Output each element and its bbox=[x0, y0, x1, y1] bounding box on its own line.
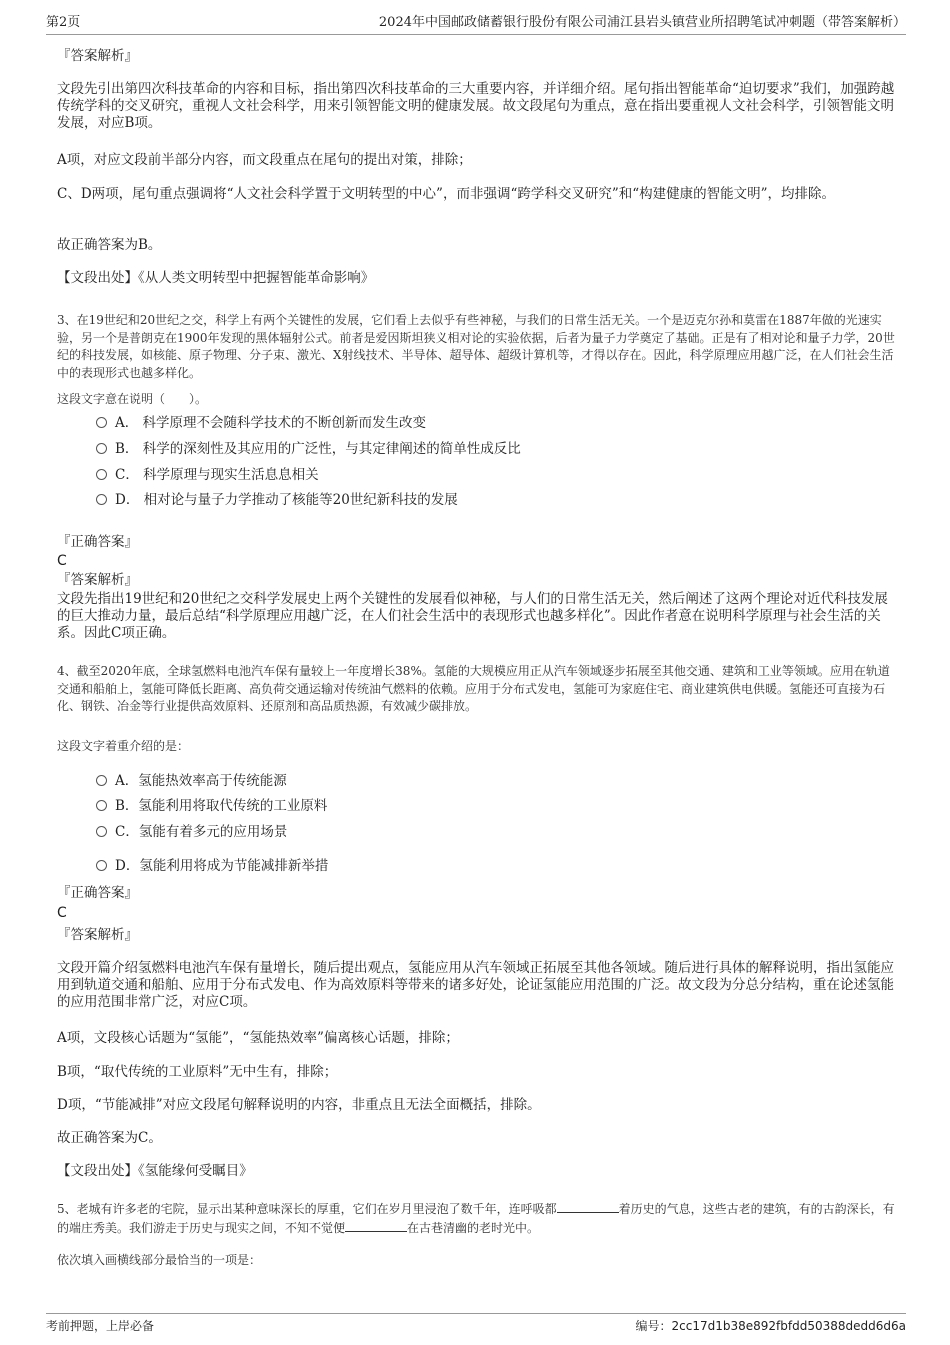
q4-analysis-paragraph-1: 文段开篇介绍氢燃料电池汽车保有量增长，随后提出观点，氢能应用从汽车领域正拓展至其他各领域。随后进行具体的解释说明，指出氢能应用到轨道交通和船舶、应用于分布式发电、作为高效原料等带来的诸多好处，论证氢能应用范围的广泛。故文段为分总分结构，重在论述氢能的应用范围非常广泛，对应C项。 bbox=[57, 960, 894, 1010]
radio-icon[interactable] bbox=[96, 860, 107, 871]
q4-option-a[interactable] bbox=[96, 772, 896, 790]
q3-option-c[interactable] bbox=[96, 466, 896, 484]
fill-blank-1[interactable] bbox=[557, 1200, 619, 1213]
q2-analysis-paragraph-2: A项，对应文段前半部分内容，而文段重点在尾句的提出对策，排除； bbox=[57, 152, 472, 168]
q5-stem bbox=[57, 1200, 897, 1237]
q5-prompt: 依次填入画横线部分最恰当的一项是： bbox=[57, 1253, 262, 1267]
q2-analysis-label: 『答案解析』 bbox=[57, 48, 138, 64]
page-number: 第2页 bbox=[46, 15, 81, 30]
q2-source: 【文段出处】《从人类文明转型中把握智能革命影响》 bbox=[57, 270, 375, 286]
q5-stem-part-3: 在古巷清幽的老时光中。 bbox=[407, 1220, 540, 1235]
radio-icon[interactable] bbox=[96, 775, 107, 786]
q3-option-c-text: C． 科学原理与现实生活息息相关 bbox=[115, 467, 319, 483]
radio-icon[interactable] bbox=[96, 469, 107, 480]
q4-prompt: 这段文字着重介绍的是： bbox=[57, 739, 190, 753]
q4-stem: 4、截至2020年底，全球氢燃料电池汽车保有量较上一年度增长38%。氢能的大规模应用正从汽车领域逐步拓展至其他交通、建筑和工业等领域。应用在轨道交通和船舶上，氢能可降低长距离、高负荷交通运输对传统油气燃料的依赖。应用于分布式发电，氢能可为家庭住宅、商业建筑供电供暖。氢能还可直接为石化、钢铁、冶金等行业提供高效原料、还原剂和高品质热源，有效减少碳排放。 bbox=[57, 664, 890, 713]
q2-analysis-paragraph-1: 文段先引出第四次科技革命的内容和目标，指出第四次科技革命的三大重要内容，并详细介绍。尾句指出智能革命“迫切要求”我们，加强跨越传统学科的交叉研究，重视人文社会科学，用来引领智能文明的健康发展。故文段尾句为重点，意在指出要重视人文社会科学，引领智能文明发展，对应B项。 bbox=[57, 81, 895, 131]
q4-analysis-paragraph-5: 故正确答案为C。 bbox=[57, 1130, 162, 1146]
document-serial: 编号：2cc17d1b38e892fbfdd50388dedd6d6a bbox=[635, 1319, 906, 1333]
q3-analysis-label: 『答案解析』 bbox=[57, 572, 138, 588]
q3-correct-label: 『正确答案』 bbox=[57, 534, 138, 550]
q4-option-b[interactable] bbox=[96, 797, 896, 815]
q3-option-b[interactable] bbox=[96, 440, 896, 458]
q4-analysis-paragraph-3: B项，“取代传统的工业原料”无中生有，排除； bbox=[57, 1064, 338, 1080]
fill-blank-2[interactable] bbox=[345, 1219, 407, 1232]
q3-option-d[interactable] bbox=[96, 491, 896, 509]
q5-stem-part-2: 着历史的气息，这些古老的建筑，有的古韵深长，有的端庄秀美。我们游走于历史与现实之间，不知不觉便 bbox=[57, 1202, 895, 1235]
q3-correct-answer: C bbox=[57, 553, 67, 569]
q4-option-a-text: A．氢能热效率高于传统能源 bbox=[115, 773, 287, 789]
radio-icon[interactable] bbox=[96, 800, 107, 811]
q4-option-d[interactable] bbox=[96, 857, 896, 875]
q3-option-a-text: A． 科学原理不会随科学技术的不断创新而发生改变 bbox=[115, 415, 427, 431]
page-footer bbox=[46, 1313, 906, 1333]
document-title: 2024年中国邮政储蓄银行股份有限公司浦江县岩头镇营业所招聘笔试冲刺题（带答案解析） bbox=[378, 15, 906, 30]
q4-analysis-paragraph-2: A项，文段核心话题为“氢能”，“氢能热效率”偏离核心话题，排除； bbox=[57, 1030, 459, 1046]
radio-icon[interactable] bbox=[96, 417, 107, 428]
q5-stem-part-1: 5、老城有许多老的宅院，显示出某种意味深长的厚重，它们在岁月里浸泡了数千年，连呼吸都 bbox=[57, 1202, 557, 1216]
q4-correct-label: 『正确答案』 bbox=[57, 885, 138, 901]
radio-icon[interactable] bbox=[96, 494, 107, 505]
page-header bbox=[46, 14, 906, 35]
q2-analysis-paragraph-4: 故正确答案为B。 bbox=[57, 237, 162, 253]
q3-option-a[interactable] bbox=[96, 414, 896, 432]
q3-analysis: 文段先指出19世纪和20世纪之交科学发展史上两个关键性的发展看似神秘，与人们的日常生活无关，然后阐述了这两个理论对近代科技发展的巨大推动力量，最后总结“科学原理应用越广泛，在人们社会生活中的表现形式也越多样化”。因此作者意在说明科学原理与社会生活的关系。因此C项正确。 bbox=[57, 591, 888, 641]
q4-option-d-text: D．氢能利用将成为节能减排新举措 bbox=[115, 858, 329, 874]
q3-prompt: 这段文字意在说明（ ）。 bbox=[57, 392, 208, 406]
q4-analysis-label: 『答案解析』 bbox=[57, 927, 138, 943]
q4-source: 【文段出处】《氢能缘何受瞩目》 bbox=[57, 1163, 253, 1179]
radio-icon[interactable] bbox=[96, 443, 107, 454]
radio-icon[interactable] bbox=[96, 826, 107, 837]
q3-stem: 3、在19世纪和20世纪之交，科学上有两个关键性的发展，它们看上去似乎有些神秘，与我们的日常生活无关。一个是迈克尔孙和莫雷在1887年做的光速实验，另一个是普朗克在1900年发现的黑体辐射公式。前者是爱因斯坦狭义相对论的实验依据，后者为量子力学奠定了基础。正是有了相对论和量子力学，20世纪的科技发展，如核能、原子物理、分子束、激光、X射线技术、半导体、超导体、超级计算机等，才得以存在。因此，科学原理应用越广泛，在人们社会生活中的表现形式也越多样化。 bbox=[57, 313, 895, 380]
q2-analysis-paragraph-3: C、D两项，尾句重点强调将“人文社会科学置于文明转型的中心”，而非强调“跨学科交叉研究”和“构建健康的智能文明”，均排除。 bbox=[57, 186, 836, 202]
footer-note: 考前押题，上岸必备 bbox=[46, 1319, 155, 1333]
q4-analysis-paragraph-4: D项，“节能减排”对应文段尾句解释说明的内容，非重点且无法全面概括，排除。 bbox=[57, 1097, 541, 1113]
q3-option-d-text: D． 相对论与量子力学推动了核能等20世纪新科技的发展 bbox=[115, 492, 458, 508]
q4-correct-answer: C bbox=[57, 905, 67, 921]
q4-option-b-text: B．氢能利用将取代传统的工业原料 bbox=[115, 798, 328, 814]
q4-option-c[interactable] bbox=[96, 823, 896, 841]
q3-option-b-text: B． 科学的深刻性及其应用的广泛性，与其定律阐述的简单性成反比 bbox=[115, 441, 521, 457]
q4-option-c-text: C．氢能有着多元的应用场景 bbox=[115, 824, 288, 840]
